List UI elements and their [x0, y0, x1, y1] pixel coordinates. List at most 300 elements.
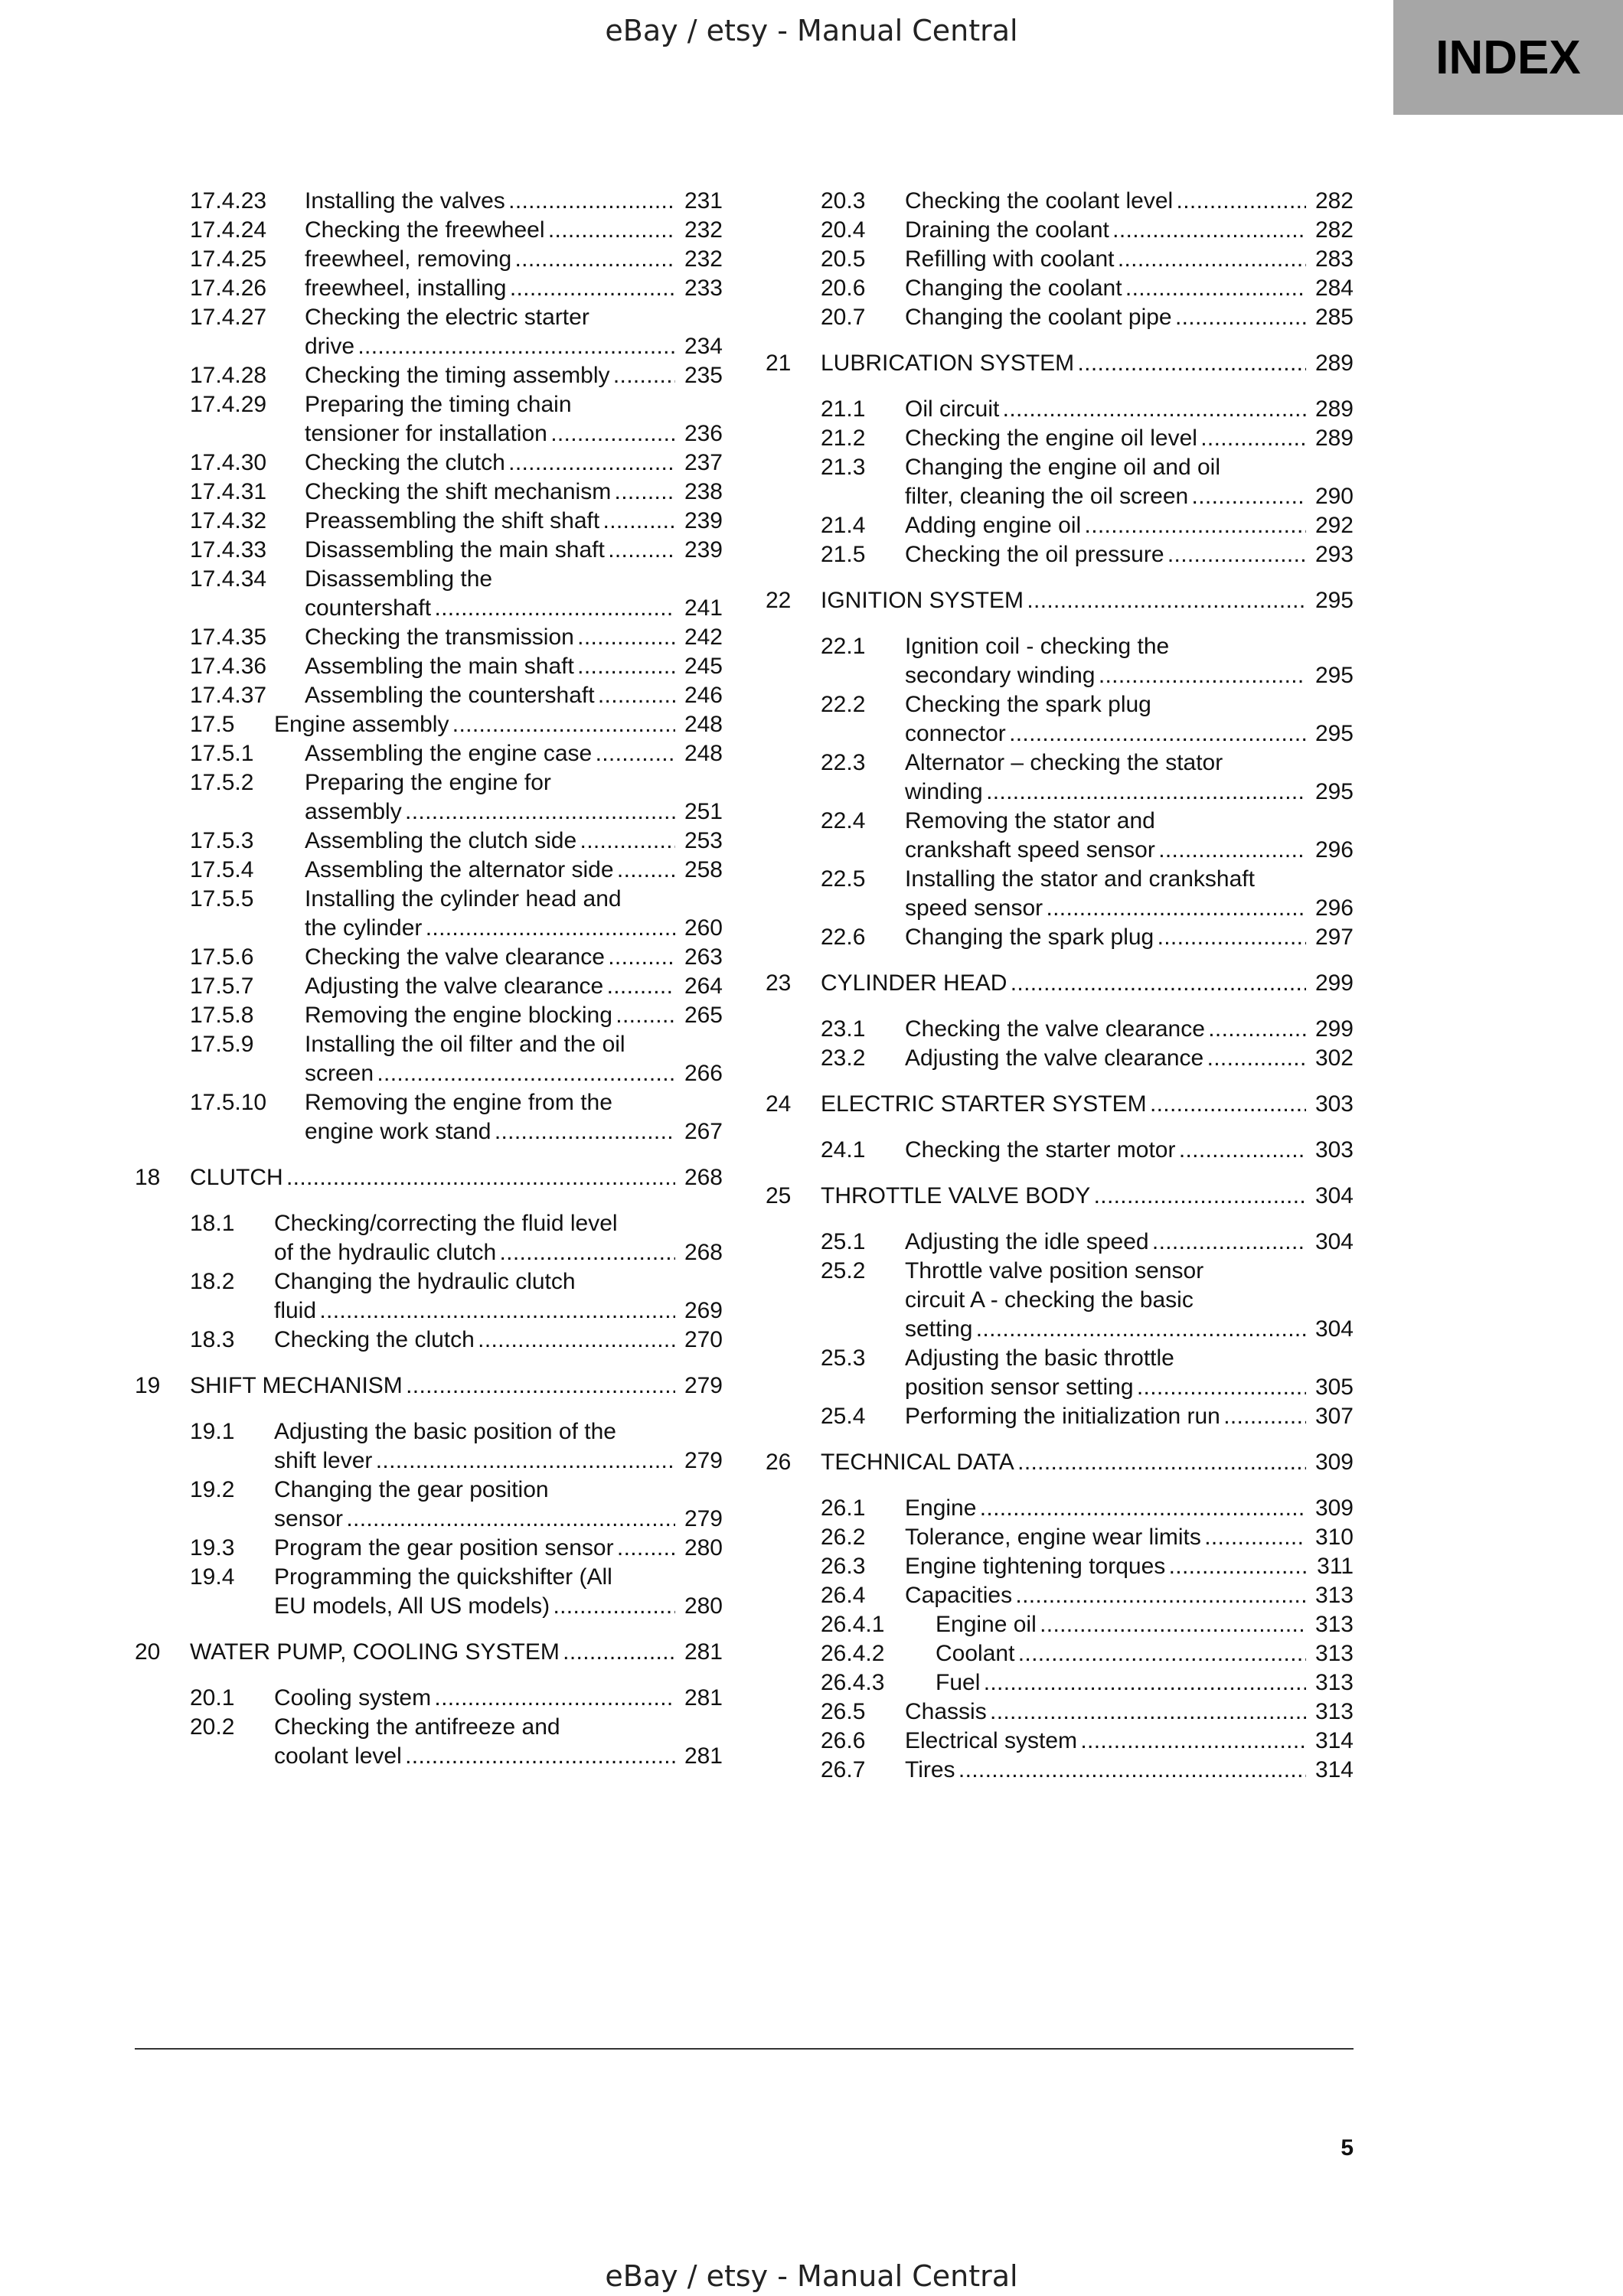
toc-entry-number: 19.4: [190, 1564, 235, 1590]
toc-entry-number: 25.2: [821, 1258, 866, 1283]
toc-entry-number: 17.5.10: [190, 1090, 267, 1115]
toc-entry-number: 17.5: [190, 712, 235, 737]
toc-entry-page: 239: [684, 508, 723, 533]
toc-entry-page: 233: [684, 276, 723, 301]
toc-entry-title: circuit A - checking the basic: [905, 1287, 1194, 1313]
toc-entry-number: 20.3: [821, 188, 866, 214]
toc-entry-number: 22.1: [821, 634, 866, 659]
toc-entry-title: Checking the electric starter: [305, 305, 589, 330]
toc-entry-page: 263: [684, 944, 723, 970]
toc-entry[interactable]: [135, 565, 723, 623]
toc-entry-page: 299: [1314, 970, 1354, 996]
toc-entry[interactable]: [766, 1639, 1354, 1668]
toc-entry-page: 284: [1314, 276, 1354, 301]
toc-entry-title: freewheel, installing . . .: [305, 274, 675, 303]
toc-entry[interactable]: [766, 1698, 1354, 1727]
toc-entry-page: 280: [684, 1535, 723, 1561]
toc-entry-number: 22.3: [821, 750, 866, 775]
toc-entry-number: 19.3: [190, 1535, 235, 1561]
toc-entry-page: 313: [1314, 1583, 1354, 1608]
toc-entry-number: 20.2: [190, 1714, 235, 1740]
toc-entry-title: Assembling the countershaft . . .: [305, 681, 675, 710]
toc-entry-page: 248: [684, 741, 723, 766]
toc-entry[interactable]: [135, 1326, 723, 1355]
toc-entry[interactable]: [135, 536, 723, 565]
toc-entry-title: Performing the initialization run . . .: [905, 1402, 1306, 1431]
toc-entry-page: 232: [684, 246, 723, 272]
toc-entry-page: 260: [684, 915, 723, 941]
toc-entry-page: 313: [1314, 1641, 1354, 1666]
toc-entry-title: Adjusting the basic throttle: [905, 1345, 1174, 1371]
toc-entry-number: 20.6: [821, 276, 866, 301]
toc-entry-title: Ignition coil - checking the: [905, 634, 1170, 659]
toc-entry[interactable]: [766, 424, 1354, 453]
toc-entry-page: 281: [684, 1685, 723, 1711]
toc-entry-page: 237: [684, 450, 723, 475]
toc-entry-page: 303: [1314, 1137, 1354, 1163]
toc-entry-number: 26.4.1: [821, 1612, 885, 1637]
toc-entry-title: Electrical system . . .: [905, 1727, 1306, 1756]
toc-entry[interactable]: [766, 303, 1354, 332]
toc-chapter-entry[interactable]: [135, 1163, 723, 1192]
toc-entry[interactable]: [766, 540, 1354, 569]
toc-entry-title: shift lever . . .: [274, 1446, 675, 1476]
toc-entry[interactable]: [766, 1015, 1354, 1044]
toc-entry-page: 269: [684, 1298, 723, 1323]
toc-entry-title: THROTTLE VALVE BODY . . .: [821, 1182, 1306, 1211]
toc-entry-page: 268: [684, 1240, 723, 1265]
toc-entry-page: 232: [684, 217, 723, 243]
toc-entry-page: 267: [684, 1119, 723, 1144]
toc-entry-title: Assembling the engine case . . .: [305, 739, 675, 768]
toc-entry-title: Installing the oil filter and the oil: [305, 1032, 625, 1057]
toc-entry-title: Assembling the main shaft . . .: [305, 652, 675, 681]
toc-entry-number: 22.4: [821, 808, 866, 833]
toc-entry-title: winding . . .: [905, 778, 1306, 807]
page-number: 5: [1341, 2135, 1354, 2161]
toc-entry[interactable]: [766, 1581, 1354, 1610]
toc-entry[interactable]: [135, 303, 723, 361]
toc-entry[interactable]: [135, 274, 723, 303]
toc-entry-page: 309: [1314, 1495, 1354, 1521]
toc-entry-number: 19.2: [190, 1477, 235, 1502]
toc-entry-number: 17.5.3: [190, 828, 254, 853]
footer-rule: [135, 2048, 1354, 2050]
toc-entry-page: 302: [1314, 1045, 1354, 1071]
toc-entry-title: sensor . . .: [274, 1505, 675, 1534]
toc-entry-number: 20.4: [821, 217, 866, 243]
toc-entry-title: Installing the valves . . .: [305, 187, 675, 216]
toc-entry-page: 281: [684, 1743, 723, 1769]
toc-chapter-entry[interactable]: [766, 1090, 1354, 1119]
toc-entry-page: 279: [684, 1448, 723, 1473]
toc-entry-number: 22.2: [821, 692, 866, 717]
toc-entry-title: Engine oil . . .: [936, 1610, 1306, 1639]
toc-entry-number: 21.2: [821, 426, 866, 451]
toc-entry[interactable]: [135, 216, 723, 245]
toc-entry[interactable]: [135, 1209, 723, 1267]
toc-entry-title: Checking the clutch . . .: [305, 448, 675, 478]
toc-entry-title: Changing the hydraulic clutch: [274, 1269, 576, 1294]
toc-entry[interactable]: [766, 1136, 1354, 1165]
toc-entry-title: Checking the freewheel . . .: [305, 216, 675, 245]
toc-entry[interactable]: [135, 681, 723, 710]
toc-entry-page: 289: [1314, 351, 1354, 376]
toc-entry[interactable]: [135, 187, 723, 216]
toc-entry-title: Changing the coolant . . .: [905, 274, 1306, 303]
toc-entry[interactable]: [766, 865, 1354, 923]
toc-entry-title: Assembling the clutch side . . .: [305, 827, 675, 856]
toc-entry[interactable]: [135, 1088, 723, 1146]
toc-entry-number: 19.1: [190, 1419, 235, 1444]
toc-entry-title: Preparing the engine for: [305, 770, 551, 795]
toc-entry[interactable]: [135, 1534, 723, 1563]
toc-entry[interactable]: [766, 690, 1354, 748]
toc-entry[interactable]: [766, 1727, 1354, 1756]
toc-entry-number: 18.3: [190, 1327, 235, 1352]
toc-entry[interactable]: [135, 390, 723, 448]
toc-entry[interactable]: [135, 1476, 723, 1534]
toc-entry[interactable]: [766, 1523, 1354, 1552]
index-tab: INDEX: [1393, 0, 1623, 115]
toc-entry-title: Removing the stator and: [905, 808, 1155, 833]
toc-entry[interactable]: [135, 1030, 723, 1088]
toc-entry-page: 236: [684, 421, 723, 446]
toc-entry-page: 239: [684, 537, 723, 563]
toc-entry-page: 309: [1314, 1450, 1354, 1475]
toc-entry[interactable]: [766, 1402, 1354, 1431]
toc-entry-title: Preparing the timing chain: [305, 392, 572, 417]
toc-entry-number: 25: [766, 1183, 792, 1208]
toc-entry-number: 17.4.35: [190, 625, 267, 650]
toc-entry-number: 17.4.33: [190, 537, 267, 563]
toc-entry[interactable]: [135, 1417, 723, 1476]
toc-entry-page: 253: [684, 828, 723, 853]
toc-entry-number: 25.3: [821, 1345, 866, 1371]
toc-entry[interactable]: [766, 453, 1354, 511]
toc-entry-page: 295: [1314, 663, 1354, 688]
toc-entry[interactable]: [135, 827, 723, 856]
toc-entry-number: 24: [766, 1091, 792, 1117]
toc-entry-title: screen . . .: [305, 1059, 675, 1088]
toc-entry-number: 21.1: [821, 396, 866, 422]
toc-entry-number: 21: [766, 351, 792, 376]
toc-entry-page: 282: [1314, 217, 1354, 243]
toc-entry-title: Adjusting the valve clearance . . .: [905, 1044, 1306, 1073]
toc-entry-title: Checking the spark plug: [905, 692, 1151, 717]
toc-entry-number: 17.4.32: [190, 508, 267, 533]
toc-entry[interactable]: [766, 1494, 1354, 1523]
toc-entry[interactable]: [766, 1344, 1354, 1402]
toc-entry[interactable]: [135, 710, 723, 739]
toc-entry-title: Removing the engine from the: [305, 1090, 612, 1115]
toc-entry-number: 23: [766, 970, 792, 996]
toc-entry-page: 248: [684, 712, 723, 737]
toc-entry-number: 17.4.26: [190, 276, 267, 301]
toc-entry-page: 292: [1314, 513, 1354, 538]
toc-entry-number: 26.2: [821, 1525, 866, 1550]
toc-entry-title: position sensor setting . . .: [905, 1373, 1306, 1402]
toc-entry-page: 295: [1314, 721, 1354, 746]
toc-entry[interactable]: [135, 1001, 723, 1030]
toc-entry-number: 23.2: [821, 1045, 866, 1071]
toc-entry-title: EU models, All US models) . . .: [274, 1592, 675, 1621]
toc-entry-number: 26.6: [821, 1728, 866, 1753]
toc-entry[interactable]: [766, 395, 1354, 424]
toc-entry-page: 305: [1314, 1375, 1354, 1400]
toc-entry-page: 234: [684, 334, 723, 359]
toc-entry-page: 280: [684, 1593, 723, 1619]
toc-entry-page: 235: [684, 363, 723, 388]
toc-entry-title: Checking the coolant level . . .: [905, 187, 1306, 216]
toc-entry-number: 17.4.25: [190, 246, 267, 272]
toc-entry-page: 289: [1314, 426, 1354, 451]
toc-entry-title: SHIFT MECHANISM . . .: [190, 1371, 675, 1401]
toc-entry-title: Disassembling the main shaft . . .: [305, 536, 675, 565]
toc-chapter-entry[interactable]: [766, 1182, 1354, 1211]
toc-entry[interactable]: [766, 245, 1354, 274]
toc-chapter-entry[interactable]: [766, 586, 1354, 615]
toc-entry-number: 17.4.23: [190, 188, 267, 214]
toc-entry-page: 296: [1314, 837, 1354, 863]
toc-entry-page: 268: [684, 1165, 723, 1190]
toc-entry-number: 17.5.7: [190, 974, 254, 999]
toc-entry-title: LUBRICATION SYSTEM . . .: [821, 349, 1306, 378]
toc-entry[interactable]: [766, 1668, 1354, 1698]
toc-entry-number: 26: [766, 1450, 792, 1475]
toc-chapter-entry[interactable]: [135, 1638, 723, 1667]
toc-entry-number: 17.4.34: [190, 566, 267, 592]
toc-entry-page: 246: [684, 683, 723, 708]
toc-entry-number: 26.4: [821, 1583, 866, 1608]
toc-entry-page: 238: [684, 479, 723, 504]
toc-entry[interactable]: [135, 1563, 723, 1621]
toc-entry-page: 270: [684, 1327, 723, 1352]
toc-entry[interactable]: [766, 1610, 1354, 1639]
toc-entry-page: 307: [1314, 1404, 1354, 1429]
toc-entry-title: Coolant . . .: [936, 1639, 1306, 1668]
toc-entry[interactable]: [766, 187, 1354, 216]
toc-entry[interactable]: [135, 652, 723, 681]
toc-entry-page: 241: [684, 595, 723, 621]
toc-entry-title: Removing the engine blocking . . .: [305, 1001, 675, 1030]
toc-entry-title: Adding engine oil . . .: [905, 511, 1306, 540]
toc-entry-title: Refilling with coolant . . .: [905, 245, 1306, 274]
toc-entry-number: 20: [135, 1639, 161, 1665]
toc-entry[interactable]: [135, 943, 723, 972]
toc-entry-title: Oil circuit . . .: [905, 395, 1306, 424]
toc-entry-page: 265: [684, 1003, 723, 1028]
toc-entry[interactable]: [766, 632, 1354, 690]
toc-entry-title: Checking the engine oil level . . .: [905, 424, 1306, 453]
toc-entry-number: 26.4.2: [821, 1641, 885, 1666]
toc-entry-number: 21.5: [821, 542, 866, 567]
toc-entry-number: 17.4.24: [190, 217, 267, 243]
toc-entry-number: 23.1: [821, 1016, 866, 1042]
toc-entry-number: 26.7: [821, 1757, 866, 1782]
toc-entry-number: 17.4.28: [190, 363, 267, 388]
toc-entry-title: Programming the quickshifter (All: [274, 1564, 612, 1590]
toc-entry-title: setting . . .: [905, 1315, 1306, 1344]
toc-entry-title: the cylinder . . .: [305, 914, 675, 943]
toc-entry-number: 17.5.2: [190, 770, 254, 795]
toc-entry-page: 314: [1314, 1757, 1354, 1782]
toc-entry-number: 20.7: [821, 305, 866, 330]
toc-column-right: [766, 187, 1354, 1785]
toc-entry-title: Program the gear position sensor . . .: [274, 1534, 675, 1563]
toc-entry[interactable]: [766, 1552, 1354, 1581]
toc-entry[interactable]: [766, 216, 1354, 245]
toc-entry-number: 17.4.29: [190, 392, 267, 417]
toc-entry-page: 289: [1314, 396, 1354, 422]
toc-entry-page: 313: [1314, 1612, 1354, 1637]
toc-entry-number: 21.3: [821, 455, 866, 480]
toc-entry-number: 18.1: [190, 1211, 235, 1236]
toc-entry-title: Checking the valve clearance . . .: [305, 943, 675, 972]
toc-entry-title: Throttle valve position sensor: [905, 1258, 1204, 1283]
toc-entry-number: 17.4.30: [190, 450, 267, 475]
toc-entry[interactable]: [766, 748, 1354, 807]
toc-entry-page: 314: [1314, 1728, 1354, 1753]
toc-entry[interactable]: [135, 1713, 723, 1771]
toc-entry-number: 18.2: [190, 1269, 235, 1294]
toc-entry-title: Engine assembly . . .: [274, 710, 675, 739]
toc-entry-title: Checking the clutch . . .: [274, 1326, 675, 1355]
toc-entry-number: 17.4.37: [190, 683, 267, 708]
toc-chapter-entry[interactable]: [766, 349, 1354, 378]
toc-entry-number: 17.5.1: [190, 741, 254, 766]
toc-entry-number: 17.5.6: [190, 944, 254, 970]
toc-entry[interactable]: [135, 856, 723, 885]
toc-entry-title: Fuel . . .: [936, 1668, 1306, 1698]
toc-entry[interactable]: [135, 1267, 723, 1326]
toc-entry-title: Cooling system . . .: [274, 1684, 675, 1713]
toc-entry-title: Disassembling the: [305, 566, 493, 592]
toc-entry[interactable]: [135, 1684, 723, 1713]
toc-entry-title: Installing the cylinder head and: [305, 886, 622, 912]
toc-entry-number: 20.5: [821, 246, 866, 272]
toc-entry[interactable]: [766, 1044, 1354, 1073]
toc-entry[interactable]: [766, 1257, 1354, 1344]
toc-entry[interactable]: [766, 1228, 1354, 1257]
toc-entry[interactable]: [135, 739, 723, 768]
toc-entry[interactable]: [766, 511, 1354, 540]
toc-entry-title: speed sensor . . .: [905, 894, 1306, 923]
toc-entry[interactable]: [135, 478, 723, 507]
toc-entry-title: Changing the spark plug . . .: [905, 923, 1306, 952]
toc-entry[interactable]: [766, 807, 1354, 865]
toc-entry[interactable]: [766, 274, 1354, 303]
toc-entry-page: 281: [684, 1639, 723, 1665]
toc-entry-title: TECHNICAL DATA . . .: [821, 1448, 1306, 1477]
watermark-top: eBay / etsy - Manual Central: [605, 14, 1018, 47]
toc-entry-title: crankshaft speed sensor . . .: [905, 836, 1306, 865]
toc-entry-page: 231: [684, 188, 723, 214]
toc-entry[interactable]: [766, 923, 1354, 952]
toc-entry-title: Draining the coolant . . .: [905, 216, 1306, 245]
toc-entry-number: 17.4.27: [190, 305, 267, 330]
toc-entry[interactable]: [135, 507, 723, 536]
toc-entry-page: 242: [684, 625, 723, 650]
toc-entry-title: coolant level . . .: [274, 1742, 675, 1771]
toc-entry-title: Checking the antifreeze and: [274, 1714, 560, 1740]
toc-entry-title: Preassembling the shift shaft . . .: [305, 507, 675, 536]
toc-entry-title: WATER PUMP, COOLING SYSTEM . . .: [190, 1638, 675, 1667]
toc-entry-title: freewheel, removing . . .: [305, 245, 675, 274]
toc-entry-number: 26.4.3: [821, 1670, 885, 1695]
toc-entry[interactable]: [135, 448, 723, 478]
toc-entry-page: 279: [684, 1506, 723, 1531]
toc-entry-title: Chassis . . .: [905, 1698, 1306, 1727]
toc-chapter-entry[interactable]: [766, 969, 1354, 998]
toc-entry-title: Assembling the alternator side . . .: [305, 856, 675, 885]
toc-entry-number: 25.1: [821, 1229, 866, 1254]
toc-entry-page: 297: [1314, 925, 1354, 950]
toc-entry-page: 303: [1314, 1091, 1354, 1117]
toc-entry[interactable]: [135, 623, 723, 652]
toc-entry-number: 26.3: [821, 1554, 866, 1579]
toc-column-left: [135, 187, 723, 1771]
toc-entry-title: Tires . . .: [905, 1756, 1306, 1785]
toc-entry-title: Changing the coolant pipe . . .: [905, 303, 1306, 332]
toc-entry-title: Alternator – checking the stator: [905, 750, 1223, 775]
watermark-bottom: eBay / etsy - Manual Central: [605, 2259, 1018, 2293]
toc-entry[interactable]: [135, 361, 723, 390]
toc-entry-page: 313: [1314, 1670, 1354, 1695]
toc-entry-title: Adjusting the basic position of the: [274, 1419, 616, 1444]
toc-entry-title: engine work stand . . .: [305, 1117, 675, 1146]
toc-entry-title: assembly . . .: [305, 797, 675, 827]
toc-entry-number: 26.5: [821, 1699, 866, 1724]
toc-entry[interactable]: [135, 972, 723, 1001]
toc-entry[interactable]: [135, 245, 723, 274]
toc-entry-page: 282: [1314, 188, 1354, 214]
toc-entry-title: Checking the shift mechanism . . .: [305, 478, 675, 507]
toc-entry[interactable]: [135, 768, 723, 827]
toc-entry-title: Checking the valve clearance . . .: [905, 1015, 1306, 1044]
toc-entry-title: tensioner for installation . . .: [305, 419, 675, 448]
toc-entry-title: secondary winding . . .: [905, 661, 1306, 690]
toc-entry-page: 295: [1314, 588, 1354, 613]
toc-chapter-entry[interactable]: [135, 1371, 723, 1401]
toc-entry-title: IGNITION SYSTEM . . .: [821, 586, 1306, 615]
toc-entry-number: 18: [135, 1165, 161, 1190]
toc-entry-number: 26.1: [821, 1495, 866, 1521]
toc-entry-page: 296: [1314, 895, 1354, 921]
toc-entry-title: Adjusting the valve clearance . . .: [305, 972, 675, 1001]
toc-entry-number: 21.4: [821, 513, 866, 538]
toc-entry-page: 304: [1314, 1229, 1354, 1254]
toc-entry[interactable]: [766, 1756, 1354, 1785]
toc-chapter-entry[interactable]: [766, 1448, 1354, 1477]
toc-entry-page: 258: [684, 857, 723, 882]
toc-entry-title: Checking/correcting the fluid level: [274, 1211, 618, 1236]
toc-entry-title: Adjusting the idle speed . . .: [905, 1228, 1306, 1257]
toc-entry-number: 22.5: [821, 866, 866, 892]
toc-entry-number: 17.4.31: [190, 479, 267, 504]
toc-entry-page: 245: [684, 654, 723, 679]
toc-entry-page: 251: [684, 799, 723, 824]
toc-entry-page: 293: [1314, 542, 1354, 567]
toc-entry-title: Checking the timing assembly . . .: [305, 361, 675, 390]
toc-entry-number: 17.5.4: [190, 857, 254, 882]
toc-entry-title: Checking the oil pressure . . .: [905, 540, 1306, 569]
toc-entry-title: filter, cleaning the oil screen . . .: [905, 482, 1306, 511]
toc-entry-number: 20.1: [190, 1685, 235, 1711]
toc-entry-title: Installing the stator and crankshaft: [905, 866, 1255, 892]
toc-entry[interactable]: [135, 885, 723, 943]
toc-entry-number: 17.5.9: [190, 1032, 254, 1057]
